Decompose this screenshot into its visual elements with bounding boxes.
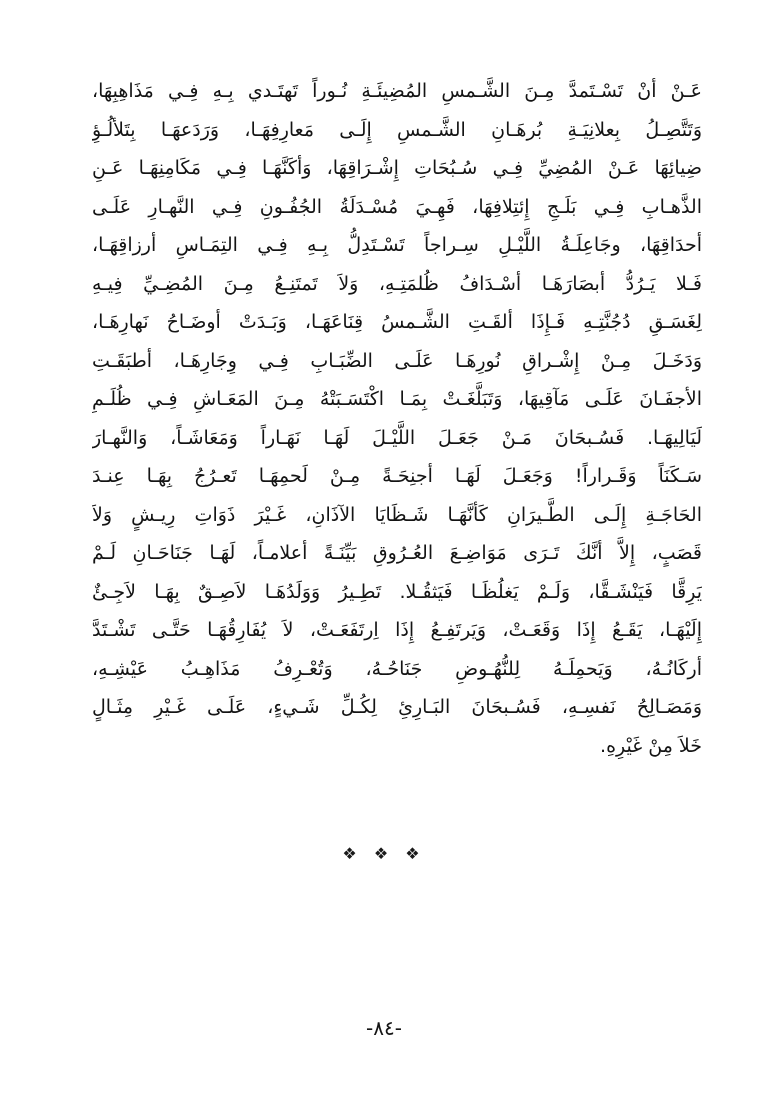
text-line: وَمَصَـالِحُ نَفسِـهِ، فَسُـبحَانَ البَـارِئِ لِكُـلِّ شَـيءٍ، عَلَـى غَـيْرِ مِثَـالٍ bbox=[92, 696, 702, 718]
text-line: وَدَخَـلَ مِـنْ إِشْـراقِ نُورِهَـا عَلَـى الضِّبَـابِ فِـي وِجَارِهَـا، أطبَقَـتِ bbox=[92, 349, 702, 372]
text-line: إِلَيْهَـا، يَقَـعُ إِذَا وَقَعَـتْ، وَيَرتَفِـعُ إِذَا اِرتَفَعَـتْ، لاَ يُفَارِقُهَـا حَتَّـى تَشْـتَدَّ bbox=[92, 619, 702, 641]
text-line: قَصَبٍ، إِلاَّ أنَّكَ تَـرَى مَوَاضِـعَ العُـرُوقِ بَيِّنَـةً أعلامـاً، لَهَـا جَنَاحَـانِ لَـمْ bbox=[92, 542, 702, 564]
page-number: -٨٤- bbox=[366, 1016, 402, 1040]
text-line: الذَّهـابِ فِـي بَلَـجِ إِئتِلافِهَا، فَهِـيَ مُسْـدَلَةُ الجُفُـونِ فِـي النَّهـارِ عَلَـى bbox=[92, 195, 702, 218]
text-line: سَـكَنَاً وَقَـراراً! وَجَعَـلَ لَهَـا أجنِحَـةً مِـنْ لَحمِهَـا تَعـرُجُ بِهَـا عِنـدَ bbox=[92, 465, 702, 487]
text-line: لَيَالِيهَـا. فَسُـبحَانَ مَـنْ جَعَـلَ اللَّيْـلَ لَهَـا نَهَـاراً وَمَعَاشَـاً، وَالنَّهـارَ bbox=[92, 426, 702, 449]
text-line: الحَاجَـةِ إِلَـى الطَّـيرَانِ كَأنَّهَـا شَـظَايَا الآذَانِ، غَـيْرَ ذَوَاتِ رِيـشٍ وَلاَ bbox=[92, 503, 702, 526]
text-line: الأجفَـانَ عَلَـى مَآقِيهَا، وَتَبَلَّغَـتْ بِمَـا اكْتَسَـبَتْهُ مِـنَ المَعَـاشِ فِـي ظُلَـمِ bbox=[92, 388, 702, 410]
text-line: أحدَاقِهَا، وجَاعِلَـةُ اللَّيْـلِ سِـراجاً تَسْـتَدِلُّ بِـهِ فِـي التِمَـاسِ أرزاقِهَـا، bbox=[92, 234, 702, 256]
section-ornament: ❖ ❖ ❖ bbox=[342, 844, 426, 863]
text-line: خَلاَ مِنْ غَيْرِهِ. bbox=[600, 734, 702, 757]
body-text bbox=[92, 72, 702, 765]
text-line: ضِيائِهَا عَـنْ المُضِيِّ فِـي سُـبُحَاتِ إِشْـرَاقِهَا، وَأكَنَّهَـا فِـي مَكَامِنِهَـا عَـنِ bbox=[92, 157, 702, 179]
text-line: أركَانُـهُ، وَيَحمِلَـهُ لِلنُّهُـوضِ جَنَاحُـهُ، وَتُعْـرِفُ مَذَاهِـبُ عَيْشِـهِ، bbox=[92, 657, 702, 680]
text-line: وَتَتَّصِـلُ بِعلانِيَـةِ بُرهَـانِ الشَّـمسِ إِلَـى مَعارِفِهَـا، وَرَدَعهَـا بِتَلألُـؤِ bbox=[92, 118, 702, 141]
text-line: يَرِقَّا فَيَنْشَـقَّا، وَلَـمْ يَغلُظَـا فَيَثقُـلا. تَطِـيرُ وَوَلَدُهَـا لاَصِـقٌ بِهَـا لاَجِـئٌ bbox=[92, 580, 702, 603]
text-line: عَـنْ أنْ تَسْـتَمدَّ مِـنَ الشَّـمسِ المُضِيئَـةِ نُـوراً تَهتَـدي بِـهِ فِـي مَذَاهِبِهَا، bbox=[92, 80, 702, 102]
text-line: لِغَسَـقِ دُجُنَّتِـهِ فَـإِذَا ألقَـتِ الشَّـمسُ قِنَاعَهَـا، وَبَـدَتْ أوضَـاحُ نَهارِهَـا، bbox=[92, 311, 702, 333]
text-line: فَـلا يَـرُدُّ أبصَارَهَـا أسْـدَافُ ظُلمَتِـهِ، وَلاَ تَمتَنِـعُ مِـنَ المُضِـيِّ فِيـهِ bbox=[92, 272, 702, 295]
